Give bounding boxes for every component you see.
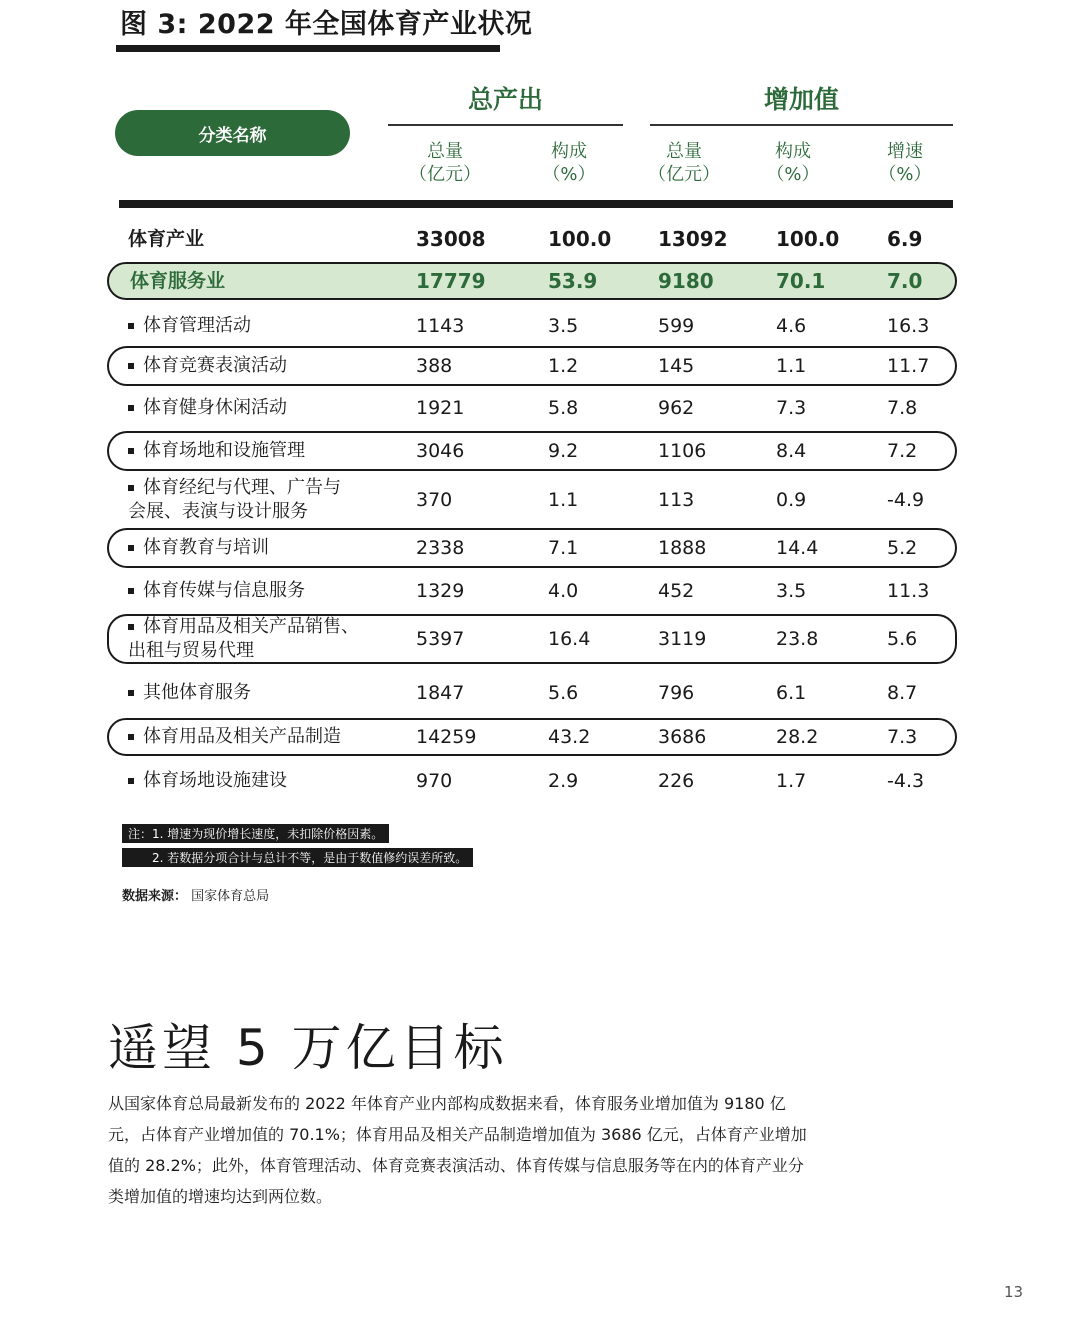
cell-output-share: 7.1 (548, 537, 579, 559)
cell-output-total: 388 (416, 355, 453, 377)
cell-output-share: 1.1 (548, 489, 579, 511)
cell-va-growth: 7.3 (887, 726, 918, 748)
group-header-value-added: 增加值 (763, 85, 839, 114)
cell-va-growth: 5.2 (887, 537, 918, 559)
cell-va-total: 796 (658, 682, 695, 704)
cell-output-share: 53.9 (548, 269, 598, 293)
cell-output-total: 17779 (416, 269, 486, 293)
cell-va-share: 70.1 (776, 269, 826, 293)
cell-output-share: 5.8 (548, 397, 579, 419)
cell-va-growth: 7.0 (887, 269, 923, 293)
bullet-icon (128, 778, 134, 784)
cell-output-total: 5397 (416, 628, 465, 650)
group-rule-value-added (650, 124, 953, 126)
cell-va-share: 3.5 (776, 580, 807, 602)
cell-va-growth: 7.2 (887, 440, 918, 462)
cell-output-total: 3046 (416, 440, 465, 462)
bullet-icon (128, 690, 134, 696)
cell-va-share: 100.0 (776, 227, 840, 251)
cell-output-share: 1.2 (548, 355, 579, 377)
table-row (107, 431, 957, 471)
bullet-icon (128, 734, 134, 740)
table-row (107, 672, 957, 714)
cell-va-growth: 8.7 (887, 682, 918, 704)
cell-output-total: 370 (416, 489, 453, 511)
row-name: 体育用品及相关产品制造 (128, 720, 341, 754)
source-label: 数据来源： (122, 889, 188, 904)
cell-va-share: 0.9 (776, 489, 807, 511)
column-header-va-share: 构成 （%） (766, 141, 820, 185)
cell-va-total: 9180 (658, 269, 714, 293)
bullet-icon (128, 363, 134, 369)
row-name: 体育场地和设施管理 (128, 433, 305, 469)
cell-va-growth: 5.6 (887, 628, 918, 650)
cell-output-total: 14259 (416, 726, 477, 748)
cell-va-growth: -4.9 (887, 489, 925, 511)
cell-output-total: 2338 (416, 537, 465, 559)
table-row (107, 306, 957, 346)
cell-va-share: 14.4 (776, 537, 819, 559)
cell-output-total: 1847 (416, 682, 465, 704)
cell-va-share: 28.2 (776, 726, 819, 748)
table-header-rule (119, 200, 953, 208)
category-header: 分类名称 (115, 110, 350, 156)
bullet-icon (128, 448, 134, 454)
cell-output-total: 1329 (416, 580, 465, 602)
bullet-icon (128, 588, 134, 594)
table-row (107, 262, 957, 300)
column-header-output-share: 构成 （%） (542, 141, 596, 185)
cell-output-share: 43.2 (548, 726, 591, 748)
cell-output-total: 970 (416, 770, 453, 792)
table-row (107, 570, 957, 612)
cell-va-total: 13092 (658, 227, 728, 251)
row-name: 体育经纪与代理、广告与 会展、表演与设计服务 (128, 477, 341, 522)
row-name: 体育教育与培训 (128, 530, 269, 566)
page-number: 13 (1004, 1283, 1024, 1301)
table-row (107, 474, 957, 526)
table-row (107, 614, 957, 664)
table-row (107, 388, 957, 428)
figure-title: 图 3: 2022 年全国体育产业状况 (120, 9, 533, 40)
bullet-icon (128, 405, 134, 411)
cell-va-total: 599 (658, 315, 695, 337)
cell-va-share: 23.8 (776, 628, 819, 650)
cell-va-growth: 16.3 (887, 315, 930, 337)
row-name: 其他体育服务 (128, 672, 251, 714)
row-name: 体育管理活动 (128, 306, 251, 346)
cell-output-share: 100.0 (548, 227, 612, 251)
cell-va-total: 962 (658, 397, 695, 419)
body-paragraph: 从国家体育总局最新发布的 2022 年体育产业内部构成数据来看，体育服务业增加值为 9180 亿元，占体育产业增加值的 70.1%；体育用品及相关产品制造增加值为 3686 亿元，占体育产业增加值的 28.2%；此外，体育管理活动、体育竞赛表演活动、体育传媒与信息服务等在内的体育产业分类增加值的增速均达到两位数。 (108, 1094, 807, 1206)
cell-output-share: 16.4 (548, 628, 591, 650)
group-header-output: 总产出 (467, 85, 543, 114)
table-row (107, 528, 957, 568)
cell-va-total: 1106 (658, 440, 707, 462)
column-header-va-growth: 增速 （%） (878, 141, 932, 185)
cell-va-share: 4.6 (776, 315, 807, 337)
cell-va-total: 452 (658, 580, 695, 602)
bullet-icon (128, 545, 134, 551)
cell-va-share: 1.1 (776, 355, 807, 377)
cell-output-total: 1143 (416, 315, 465, 337)
bullet-icon (128, 485, 134, 491)
column-header-va-total: 总量 （亿元） (648, 141, 720, 185)
cell-va-share: 6.1 (776, 682, 807, 704)
cell-va-total: 3686 (658, 726, 707, 748)
cell-output-total: 33008 (416, 227, 486, 251)
table-row (107, 760, 957, 802)
cell-va-growth: 11.7 (887, 355, 930, 377)
cell-va-total: 1888 (658, 537, 707, 559)
bullet-icon (128, 323, 134, 329)
cell-va-growth: -4.3 (887, 770, 925, 792)
table-row (107, 218, 957, 260)
cell-output-share: 2.9 (548, 770, 579, 792)
cell-va-share: 7.3 (776, 397, 807, 419)
column-header-output-total: 总量 （亿元） (409, 141, 481, 185)
section-title: 遥望 5 万亿目标 (108, 1019, 508, 1077)
cell-va-share: 8.4 (776, 440, 807, 462)
cell-va-growth: 11.3 (887, 580, 930, 602)
row-name: 体育健身休闲活动 (128, 388, 287, 428)
cell-va-total: 3119 (658, 628, 707, 650)
cell-va-growth: 7.8 (887, 397, 918, 419)
row-name: 体育服务业 (130, 270, 226, 292)
cell-output-share: 4.0 (548, 580, 579, 602)
cell-output-share: 5.6 (548, 682, 579, 704)
bullet-icon (128, 624, 134, 630)
row-name: 体育产业 (128, 228, 205, 250)
cell-output-total: 1921 (416, 397, 465, 419)
cell-va-total: 113 (658, 489, 695, 511)
row-name: 体育场地设施建设 (128, 760, 287, 802)
note-line-1: 注：1. 增速为现价增长速度，未扣除价格因素。 (122, 824, 389, 843)
row-name: 体育竞赛表演活动 (128, 348, 287, 384)
group-rule-output (388, 124, 623, 126)
table-row (107, 718, 957, 756)
data-source (122, 885, 269, 904)
source-value: 国家体育总局 (191, 889, 270, 904)
cell-output-share: 3.5 (548, 315, 579, 337)
row-name: 体育用品及相关产品销售、 出租与贸易代理 (128, 616, 359, 661)
cell-va-share: 1.7 (776, 770, 807, 792)
cell-va-growth: 6.9 (887, 227, 923, 251)
title-underline (116, 45, 500, 52)
note-line-2: 2. 若数据分项合计与总计不等，是由于数值修约误差所致。 (122, 848, 473, 867)
table-row (107, 346, 957, 386)
cell-va-total: 145 (658, 355, 695, 377)
cell-va-total: 226 (658, 770, 695, 792)
row-name: 体育传媒与信息服务 (128, 570, 305, 612)
cell-output-share: 9.2 (548, 440, 579, 462)
